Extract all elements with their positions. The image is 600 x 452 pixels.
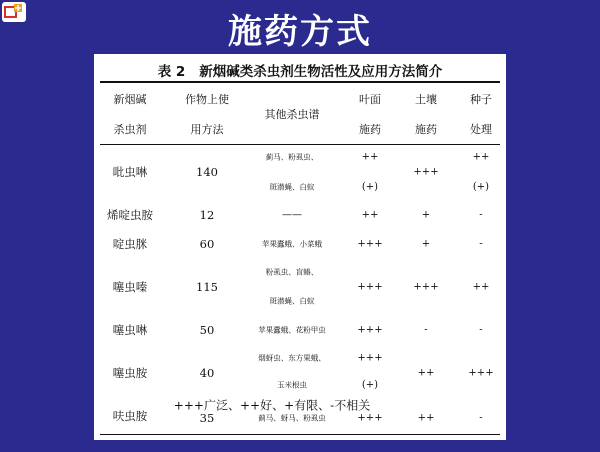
- row-dinotefuran-soil: ++: [417, 412, 435, 424]
- header-usage-line1: 作物上使: [185, 93, 229, 106]
- row-nitenpyram-spectrum: ——: [282, 209, 302, 221]
- row-imidacloprid-soil: +++: [413, 166, 439, 178]
- table-sheet: [94, 54, 506, 440]
- row-nitenpyram-value: 12: [199, 208, 215, 222]
- table-top-rule: [100, 81, 500, 83]
- row-dinotefuran-seed: -: [479, 412, 483, 424]
- table-header-rule: [100, 144, 500, 145]
- table-caption-label: 表 2: [157, 64, 186, 80]
- table-bottom-rule: [100, 434, 500, 435]
- row-thiamethoxam-value: 115: [196, 280, 218, 294]
- row-dinotefuran-foliar: +++: [357, 412, 383, 424]
- row-clothianidin-value: 40: [199, 366, 215, 380]
- row-nitenpyram-seed: -: [479, 209, 483, 221]
- row-acetamiprid-seed: -: [479, 238, 483, 250]
- table-caption-text: 新烟碱类杀虫剂生物活性及应用方法简介: [199, 64, 443, 80]
- row-thiacloprid-foliar: +++: [357, 324, 383, 336]
- header-soil-line2: 施药: [415, 123, 437, 136]
- table-caption: [94, 60, 506, 80]
- row-thiamethoxam-soil: +++: [413, 281, 439, 293]
- row-clothianidin-name: 噻虫胺: [112, 366, 148, 380]
- row-dinotefuran-spectrum: 蓟马、蚜马、粉虱虫: [258, 413, 326, 423]
- row-thiamethoxam-spectrum-2: 斑潜蝇、白蚁: [269, 296, 315, 306]
- row-thiacloprid-name: 噻虫啉: [112, 323, 148, 337]
- row-imidacloprid-name: 吡虫啉: [112, 165, 148, 179]
- row-thiacloprid-value: 50: [199, 323, 215, 337]
- row-imidacloprid-seed-1: ++: [472, 151, 490, 163]
- row-thiamethoxam-seed: ++: [472, 281, 490, 293]
- header-soil-line1: 土壤: [415, 93, 437, 106]
- row-thiamethoxam-spectrum-1: 粉虱虫、盲蝽、: [265, 267, 319, 277]
- row-nitenpyram-soil: +: [421, 209, 431, 221]
- row-nitenpyram-name: 烯啶虫胺: [107, 208, 153, 222]
- row-clothianidin-spectrum-1: 烟蚜虫、东方果蛾、: [258, 353, 326, 363]
- header-compound-line2: 杀虫剂: [113, 123, 147, 136]
- header-compound-line1: 新烟碱: [113, 93, 147, 106]
- header-spectrum: 其他杀虫谱: [264, 108, 320, 121]
- table-legend: +++广泛、++好、+有限、-不相关: [173, 398, 371, 413]
- row-clothianidin-spectrum-2: 玉米根虫: [277, 380, 307, 390]
- row-imidacloprid-foliar-1: ++: [361, 151, 379, 163]
- header-usage-line2: 用方法: [190, 123, 224, 136]
- header-seed-line2: 处理: [470, 123, 492, 136]
- row-clothianidin-foliar-2: (+): [361, 379, 379, 391]
- row-acetamiprid-foliar: +++: [357, 238, 383, 250]
- row-imidacloprid-value: 140: [196, 165, 218, 179]
- row-nitenpyram-foliar: ++: [361, 209, 379, 221]
- row-thiamethoxam-name: 噻虫嗪: [112, 280, 148, 294]
- header-foliar-line1: 叶面: [359, 93, 381, 106]
- row-imidacloprid-seed-2: (+): [472, 181, 490, 193]
- row-imidacloprid-spectrum-1: 蓟马、粉虱虫、: [265, 152, 319, 162]
- row-acetamiprid-name: 啶虫脒: [112, 237, 148, 251]
- row-clothianidin-foliar-1: +++: [357, 352, 383, 364]
- page-title: 施药方式: [228, 12, 372, 52]
- row-acetamiprid-spectrum: 苹果蠹蛾、小菜蛾: [262, 239, 322, 249]
- row-thiacloprid-spectrum: 苹果蠹蛾、花粉甲虫: [258, 325, 326, 335]
- row-thiacloprid-seed: -: [479, 324, 483, 336]
- row-dinotefuran-name: 呋虫胺: [112, 409, 148, 423]
- row-clothianidin-soil: ++: [417, 367, 435, 379]
- row-thiacloprid-soil: -: [424, 324, 428, 336]
- row-acetamiprid-soil: +: [421, 238, 431, 250]
- row-acetamiprid-value: 60: [199, 237, 215, 251]
- row-imidacloprid-foliar-2: (+): [361, 181, 379, 193]
- row-thiamethoxam-foliar: +++: [357, 281, 383, 293]
- row-clothianidin-seed: +++: [468, 367, 494, 379]
- row-imidacloprid-spectrum-2: 斑潜蝇、白蚁: [269, 182, 315, 192]
- row-dinotefuran-value: 35: [199, 411, 215, 425]
- header-foliar-line2: 施药: [359, 123, 381, 136]
- header-seed-line1: 种子: [470, 93, 492, 106]
